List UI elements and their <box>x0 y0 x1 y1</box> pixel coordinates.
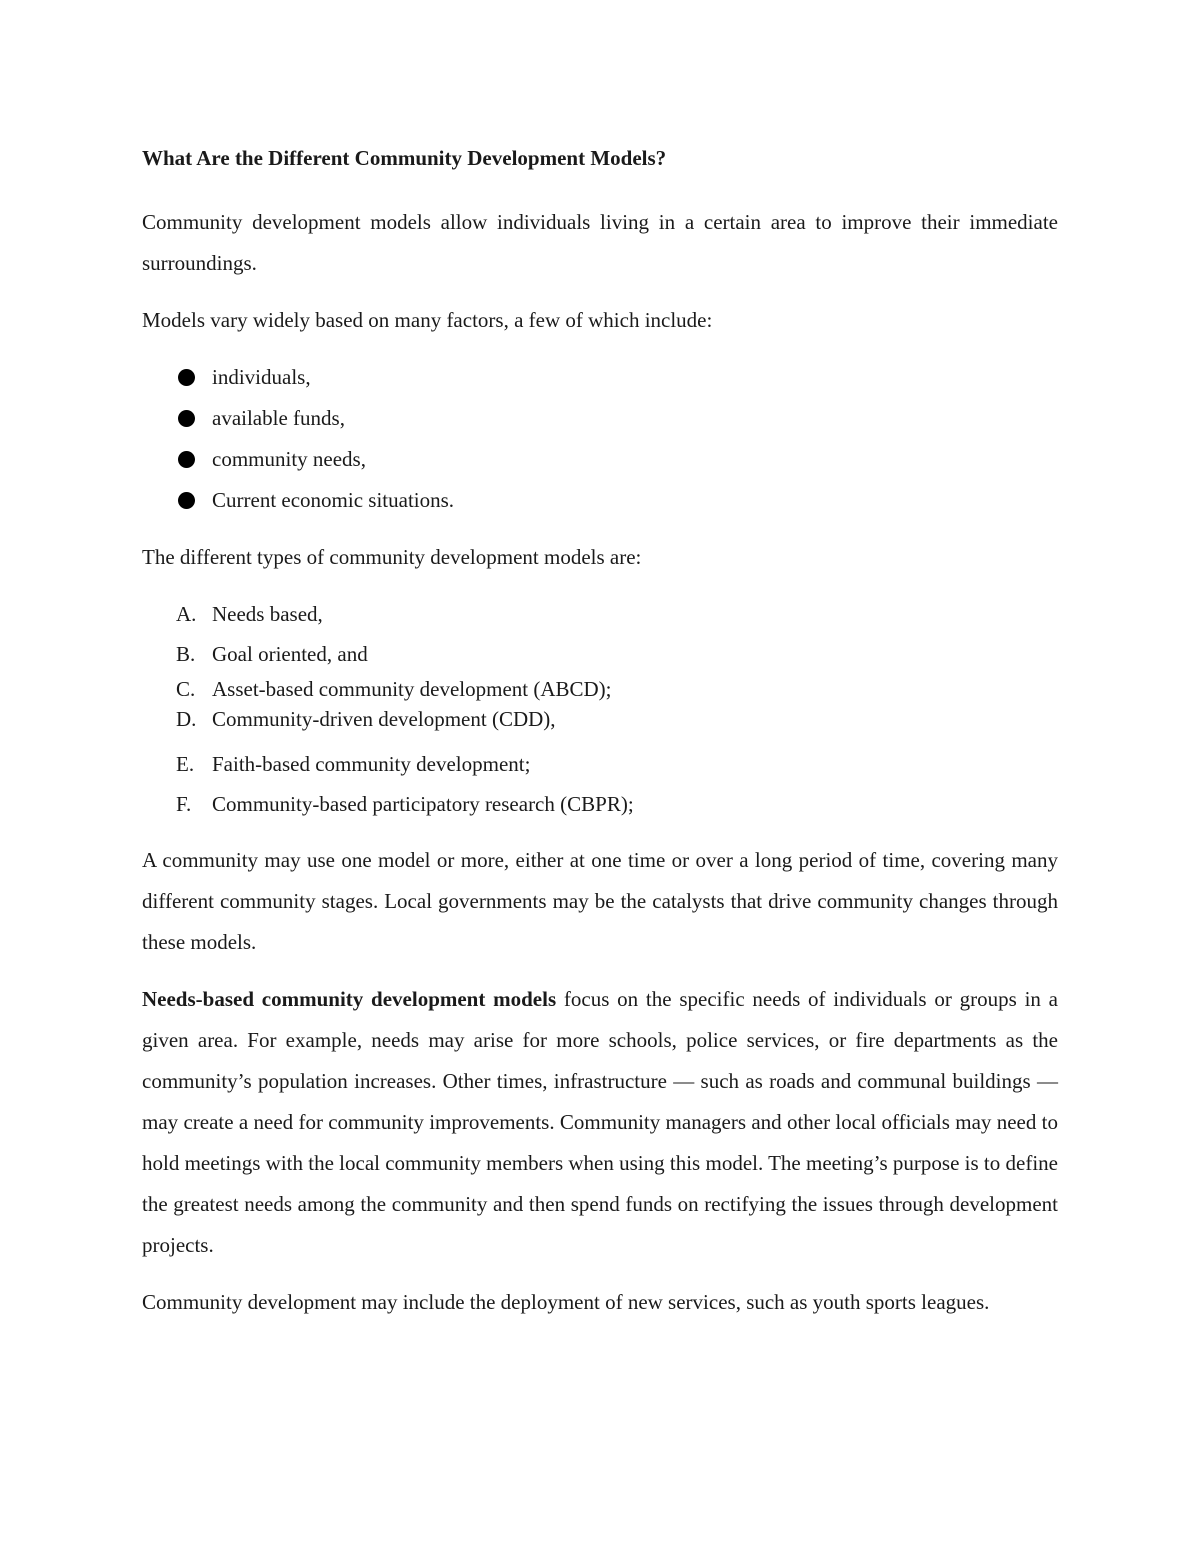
list-marker: D. <box>176 707 197 731</box>
needs-bold-lead: Needs-based community development models <box>142 987 557 1011</box>
bullet-icon <box>178 369 195 386</box>
list-item: D. Community-driven development (CDD), <box>142 704 1058 734</box>
list-item: B. Goal oriented, and <box>142 634 1058 674</box>
list-marker: B. <box>176 642 196 666</box>
list-marker: E. <box>176 752 195 776</box>
document-page <box>142 138 1058 1339</box>
list-marker: F. <box>176 792 192 816</box>
list-item: individuals, <box>142 357 1058 398</box>
list-marker: A. <box>176 602 197 626</box>
list-item: Current economic situations. <box>142 480 1058 521</box>
list-item: community needs, <box>142 439 1058 480</box>
list-item: C. Asset-based community development (ABCD); <box>142 674 1058 704</box>
bullet-icon <box>178 492 195 509</box>
list-marker: C. <box>176 677 196 701</box>
intro-paragraph: Community development models allow individuals living in a certain area to improve their immediate surroundings. <box>142 210 1058 275</box>
closing-paragraph: Community development may include the deployment of new services, such as youth sports leagues. <box>142 1290 990 1314</box>
list-item: A. Needs based, <box>142 594 1058 634</box>
bullet-icon <box>178 410 195 427</box>
list-item: available funds, <box>142 398 1058 439</box>
types-lead: The different types of community development models are: <box>142 545 642 569</box>
factors-list <box>142 357 1058 521</box>
document-title: What Are the Different Community Development Models? <box>142 146 667 170</box>
list-item: F. Community-based participatory research (CBPR); <box>142 784 1058 824</box>
needs-text: focus on the specific needs of individuals or groups in a given area. For example, needs may arise for more schools, police services, or fire departments as the community’s population increases. Other times, infrastructure — such as roads and communal buildings — may create a need for community improvements. Community managers and other local officials may need to hold meetings with the local community members when using this model. The meeting’s purpose is to define the greatest needs among the community and then spend funds on rectifying the issues through development projects. <box>142 987 1059 1257</box>
list-item: E. Faith-based community development; <box>142 744 1058 784</box>
factors-lead: Models vary widely based on many factors, a few of which include: <box>142 308 713 332</box>
types-list <box>142 594 1058 824</box>
needs-paragraph <box>142 979 1058 1266</box>
usage-paragraph: A community may use one model or more, either at one time or over a long period of time, covering many different community stages. Local governments may be the catalysts that drive community changes through these models. <box>142 848 1058 954</box>
bullet-icon <box>178 451 195 468</box>
